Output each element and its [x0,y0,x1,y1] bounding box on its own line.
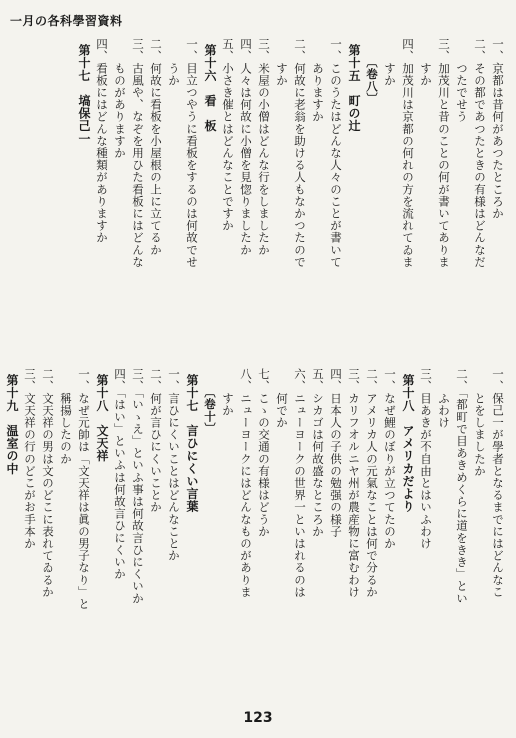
question-line: 一、京都は昔何があつたところか [491,38,505,220]
lesson-heading: 第十七 塙保己一 [77,44,91,145]
question-line: 二、何故に老翁を助ける人もなかつたので [293,38,307,268]
volume-heading: 〔卷十〕 [203,386,217,435]
question-line: 二、アメリカ人の元氣なことは何で分るか [365,368,379,598]
question-line: ふわけ [437,368,451,429]
question-line: 四、加茂川は京都の何れの方を流れてゐま [401,38,415,268]
question-line: 四、「はい」といふは何故言ひにくいか [113,368,127,581]
bottom-text-block [5,368,506,688]
question-line: 五、小さき催とはどんなことですか [221,38,235,232]
question-line: 稱揚したのか [59,368,73,465]
question-line: 何でか [275,368,289,429]
volume-heading: 〔卷八〕 [365,56,379,105]
question-line: 三、古風や、なぞを用ひた看板にはどんな [131,38,145,268]
question-line: 三、「いゝえ」といふ事は何故言ひにくいか [131,368,145,605]
question-line: つたでせう [455,38,469,123]
lesson-heading: 第十八 文天祥 [95,374,109,463]
lesson-heading: 第十九 温室の中 [5,374,19,475]
question-line: 七、こゝの交通の有様はどうか [257,368,271,538]
question-line: 四、日本人の子供の勉强の様子 [329,368,343,538]
question-line: 一、なぜ元帥は「文天祥は眞の男子なり」と [77,368,91,610]
question-line: 一、なぜ鯉のぼりが立つてたのか [383,368,397,550]
question-line: 四、看板にはどんな種類がありますか [95,38,109,244]
question-line: 二、その都であつたときの有様はどんなだ [473,38,487,268]
question-line: 三、カリフオルニヤ州が農産物に富むわけ [347,368,361,598]
question-line: 五、シカゴは何故盛なところか [311,368,325,538]
lesson-heading: 第十六 看 板 [203,44,217,133]
question-line: 二、「都町で目あきめくらに道をきき」とい [455,368,469,605]
lesson-heading: 第十五 町の辻 [347,44,361,133]
question-line: とをしましたか [473,368,487,477]
top-text-block [16,38,506,338]
question-line: 一、このうたはどんな人々のことが書いて [329,38,343,268]
question-line: すか [383,38,397,87]
page-number: 123 [243,710,273,726]
question-line: 八、ニューヨークにはどんなものがありま [239,368,253,598]
question-line: 三、米屋の小僧はどんな行をしましたか [257,38,271,256]
question-line: 六、ニューヨークの世界一といはれるのは [293,368,307,598]
question-line: すか [221,368,235,417]
question-line: うか [167,38,181,87]
question-line: 三、目あきが不自由とはいふわけ [419,368,433,550]
question-line: 一、保己一が學者となるまでにはどんなこ [491,368,505,598]
question-line: ものがありますか [113,38,127,159]
question-line: 四、人々は何故に小僧を見惚りましたか [239,38,253,256]
question-line: ありますか [311,38,325,123]
lesson-heading: 第十八 アメリカだより [401,374,415,513]
question-line: 二、何故に看板を小屋根の上に立てるか [149,38,163,256]
question-line: すか [419,38,433,87]
question-line: 三、加茂川と昔のことの何が書いてありま [437,38,451,268]
page-header: 一月の各科學習資料 [10,14,123,28]
question-line [0,368,2,688]
question-line: 一、言ひにくいことはどんなことか [167,368,181,562]
lesson-heading: 第十七 言ひにくい言葉 [185,374,199,513]
question-line: 二、何が言ひにくいことか [149,368,163,514]
question-line: 二、文天祥の男は文のどこに表れてゐるか [41,368,55,598]
question-line: 三、文天祥の行のどこがお手本か [23,368,37,550]
question-line: 一、目立つやうに看板をするのは何故でせ [185,38,199,268]
question-line: すか [275,38,289,87]
